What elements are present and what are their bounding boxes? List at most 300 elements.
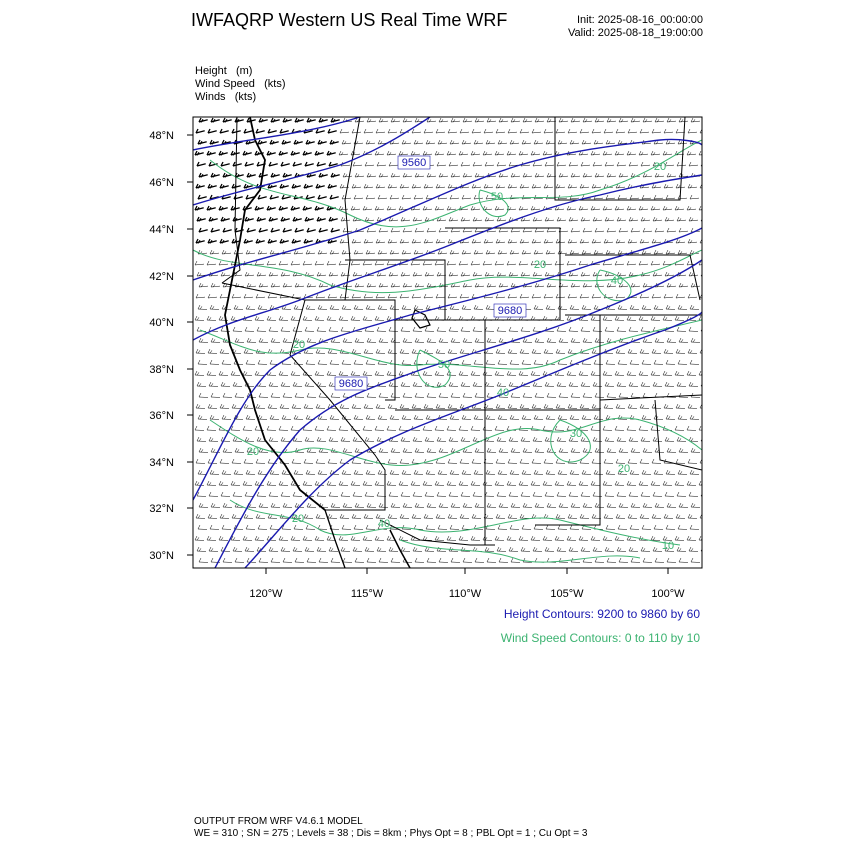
wind-barb bbox=[378, 250, 387, 254]
wind-barb bbox=[569, 382, 578, 386]
wind-barb bbox=[631, 228, 640, 232]
wind-barb bbox=[307, 118, 316, 122]
wind-barb bbox=[559, 173, 568, 177]
wind-barb bbox=[387, 206, 396, 210]
wind-barb bbox=[688, 129, 697, 133]
wind-barb bbox=[663, 371, 672, 375]
wind-barb bbox=[294, 250, 303, 254]
wind-barb bbox=[487, 448, 496, 452]
lat-tick-label: 44°N bbox=[149, 224, 174, 236]
wind-barb bbox=[364, 294, 373, 298]
wind-barb bbox=[435, 261, 444, 265]
wind-barb bbox=[558, 415, 567, 419]
wind-barb bbox=[244, 239, 253, 243]
wind-barb bbox=[245, 162, 254, 166]
wind-barb bbox=[208, 294, 217, 298]
wind-barb bbox=[379, 173, 388, 177]
wind-contour bbox=[400, 540, 640, 562]
wind-barb bbox=[292, 239, 301, 243]
wind-barb bbox=[691, 448, 700, 452]
wind-barb bbox=[702, 140, 711, 144]
wind-barb bbox=[330, 305, 339, 309]
wind-barb bbox=[688, 294, 697, 298]
wind-barb bbox=[210, 525, 219, 529]
wind-barb bbox=[462, 360, 471, 364]
wind-barb bbox=[641, 327, 650, 331]
wind-barb bbox=[604, 514, 613, 518]
wind-label: 20 bbox=[653, 161, 667, 173]
wind-barb bbox=[533, 492, 542, 496]
wind-barb bbox=[666, 305, 675, 309]
wind-barb bbox=[640, 349, 649, 353]
wind-barb bbox=[271, 283, 280, 287]
wind-barb bbox=[402, 250, 411, 254]
wind-barb bbox=[222, 360, 231, 364]
wind-barb bbox=[699, 316, 708, 320]
wind-barb bbox=[436, 404, 445, 408]
wind-barb bbox=[616, 404, 625, 408]
wind-barb bbox=[627, 206, 636, 210]
wind-barb bbox=[351, 371, 360, 375]
wind-barb bbox=[547, 503, 556, 507]
wind-barb bbox=[544, 404, 553, 408]
wind-barb bbox=[424, 294, 433, 298]
wind-barb bbox=[439, 118, 448, 122]
wind-label: 40 bbox=[377, 518, 391, 530]
wind-barb bbox=[258, 360, 267, 364]
wind-barb bbox=[678, 525, 687, 529]
wind-barb bbox=[533, 547, 542, 551]
wind-barb bbox=[255, 206, 264, 210]
wind-barb bbox=[475, 173, 484, 177]
lon-tick-label: 100°W bbox=[651, 588, 685, 600]
wind-barb bbox=[292, 184, 301, 188]
wind-barb bbox=[447, 426, 456, 430]
field-height-name: Height bbox=[195, 65, 227, 77]
wind-barb bbox=[676, 294, 685, 298]
wind-barb bbox=[605, 492, 614, 496]
wind-barb bbox=[403, 448, 412, 452]
wind-barb bbox=[295, 558, 304, 562]
wind-barb bbox=[436, 294, 445, 298]
wind-contour bbox=[210, 418, 702, 466]
wind-barb bbox=[606, 360, 615, 364]
wind-barb bbox=[619, 558, 628, 562]
wind-barb bbox=[619, 173, 628, 177]
wind-barb bbox=[268, 294, 277, 298]
wind-barb bbox=[207, 481, 216, 485]
wind-barb bbox=[474, 305, 483, 309]
wind-barb bbox=[508, 459, 517, 463]
wind-barb bbox=[451, 173, 460, 177]
wind-barb bbox=[340, 239, 349, 243]
wind-barb bbox=[520, 514, 529, 518]
wind-barb bbox=[353, 217, 362, 221]
wind-barb bbox=[366, 305, 375, 309]
wind-barb bbox=[675, 481, 684, 485]
wind-barb bbox=[510, 415, 519, 419]
wind-barb bbox=[487, 338, 496, 342]
wind-barb bbox=[569, 547, 578, 551]
wind-barb bbox=[594, 140, 603, 144]
wind-barb bbox=[510, 250, 519, 254]
wind-barb bbox=[497, 272, 506, 276]
wind-barb bbox=[257, 492, 266, 496]
wind-barb bbox=[355, 503, 364, 507]
wind-barb bbox=[667, 503, 676, 507]
wind-barb bbox=[388, 129, 397, 133]
wind-barb bbox=[355, 173, 364, 177]
wind-barb bbox=[427, 558, 436, 562]
wind-barb bbox=[351, 261, 360, 265]
wind-barb bbox=[508, 349, 517, 353]
wind-barb bbox=[415, 393, 424, 397]
wind-barb bbox=[471, 371, 480, 375]
wind-barb bbox=[451, 228, 460, 232]
wind-barb bbox=[664, 129, 673, 133]
wind-barb bbox=[631, 118, 640, 122]
wind-barb bbox=[351, 481, 360, 485]
wind-barb bbox=[387, 481, 396, 485]
wind-label: 40 bbox=[496, 387, 510, 399]
wind-barb bbox=[510, 360, 519, 364]
wind-barb bbox=[570, 305, 579, 309]
wind-barb bbox=[195, 426, 204, 430]
wind-barb bbox=[605, 547, 614, 551]
wind-barb bbox=[643, 118, 652, 122]
wind-barb bbox=[377, 272, 386, 276]
wind-barb bbox=[306, 305, 315, 309]
wind-barb bbox=[258, 305, 267, 309]
wind-barb bbox=[243, 426, 252, 430]
wind-barb bbox=[391, 173, 400, 177]
wind-barb bbox=[352, 404, 361, 408]
wind-barb bbox=[196, 514, 205, 518]
height-contour bbox=[193, 117, 360, 150]
wind-barb bbox=[655, 118, 664, 122]
wind-barb bbox=[495, 151, 504, 155]
wind-barb bbox=[607, 228, 616, 232]
wind-barb bbox=[664, 349, 673, 353]
wind-barb bbox=[629, 492, 638, 496]
wind-barb bbox=[486, 140, 495, 144]
wind-barb bbox=[651, 481, 660, 485]
wind-label: 30 bbox=[569, 428, 583, 440]
wind-barb bbox=[459, 426, 468, 430]
wind-barb bbox=[691, 558, 700, 562]
wind-barb bbox=[375, 261, 384, 265]
wind-barb bbox=[439, 228, 448, 232]
wind-barb bbox=[522, 250, 531, 254]
wind-barb bbox=[246, 305, 255, 309]
wind-barb bbox=[535, 173, 544, 177]
wind-barb bbox=[531, 481, 540, 485]
wind-barb bbox=[447, 536, 456, 540]
wind-barb bbox=[687, 151, 696, 155]
wind-barb bbox=[689, 162, 698, 166]
wind-barb bbox=[367, 228, 376, 232]
wind-barb bbox=[559, 118, 568, 122]
wind-barb bbox=[295, 118, 304, 122]
wind-barb bbox=[522, 195, 531, 199]
wind-barb bbox=[363, 426, 372, 430]
wind-barb bbox=[354, 470, 363, 474]
wind-barb bbox=[258, 250, 267, 254]
wind-barb bbox=[378, 305, 387, 309]
wind-barb bbox=[268, 239, 277, 243]
wind-barb bbox=[352, 459, 361, 463]
wind-barb bbox=[687, 481, 696, 485]
wind-barb bbox=[220, 184, 229, 188]
wind-barb bbox=[207, 536, 216, 540]
wind-barb bbox=[498, 525, 507, 529]
wind-barb bbox=[315, 151, 324, 155]
wind-barb bbox=[520, 184, 529, 188]
wind-barb bbox=[460, 294, 469, 298]
wind-barb bbox=[641, 547, 650, 551]
wind-barb bbox=[629, 327, 638, 331]
wind-barb bbox=[603, 261, 612, 265]
wind-barb bbox=[258, 525, 267, 529]
wind-barb bbox=[378, 415, 387, 419]
wind-barb bbox=[700, 404, 709, 408]
wind-label: 50 bbox=[437, 359, 451, 371]
wind-barb bbox=[532, 459, 541, 463]
wind-barb bbox=[437, 162, 446, 166]
wind-barb bbox=[508, 129, 517, 133]
wind-barb bbox=[330, 360, 339, 364]
wind-barb bbox=[630, 195, 639, 199]
wind-barb bbox=[642, 470, 651, 474]
wind-barb bbox=[533, 327, 542, 331]
wind-barb bbox=[509, 382, 518, 386]
wind-barb bbox=[317, 217, 326, 221]
wind-barb bbox=[594, 470, 603, 474]
wind-barb bbox=[545, 217, 554, 221]
wind-barb bbox=[255, 316, 264, 320]
wind-barb bbox=[545, 437, 554, 441]
wind-barb bbox=[543, 481, 552, 485]
wind-barb bbox=[198, 360, 207, 364]
map-title: IWFAQRP Western US Real Time WRF bbox=[191, 10, 508, 30]
wind-barb bbox=[679, 118, 688, 122]
wind-barb bbox=[279, 426, 288, 430]
wind-barb bbox=[364, 514, 373, 518]
wind-barb bbox=[655, 338, 664, 342]
wind-barb bbox=[269, 437, 278, 441]
wind-barb bbox=[400, 404, 409, 408]
wind-barb bbox=[377, 547, 386, 551]
wind-barb bbox=[579, 206, 588, 210]
wind-barb bbox=[315, 261, 324, 265]
wind-barb bbox=[628, 514, 637, 518]
wind-barb bbox=[583, 503, 592, 507]
wind-barb bbox=[571, 228, 580, 232]
wind-barb bbox=[462, 140, 471, 144]
wind-barb bbox=[198, 195, 207, 199]
wind-barb bbox=[700, 129, 709, 133]
wind-barb bbox=[641, 217, 650, 221]
wind-barb bbox=[508, 404, 517, 408]
wind-barb bbox=[403, 393, 412, 397]
wind-barb bbox=[197, 382, 206, 386]
wind-barb bbox=[435, 206, 444, 210]
wind-barb bbox=[607, 558, 616, 562]
wind-barb bbox=[316, 294, 325, 298]
wind-barb bbox=[450, 250, 459, 254]
wind-barb bbox=[365, 547, 374, 551]
wind-barb bbox=[271, 338, 280, 342]
wind-barb bbox=[531, 536, 540, 540]
wind-barb bbox=[207, 371, 216, 375]
wind-barb bbox=[583, 283, 592, 287]
wind-barb bbox=[471, 261, 480, 265]
wind-barb bbox=[307, 338, 316, 342]
wind-barb bbox=[474, 140, 483, 144]
wind-barb bbox=[414, 140, 423, 144]
wind-barb bbox=[641, 437, 650, 441]
wind-barb bbox=[496, 404, 505, 408]
wind-barb bbox=[400, 349, 409, 353]
wind-barb bbox=[544, 294, 553, 298]
wind-barb bbox=[523, 118, 532, 122]
wind-barb bbox=[592, 239, 601, 243]
wind-barb bbox=[641, 382, 650, 386]
wind-barb bbox=[351, 316, 360, 320]
wind-barb bbox=[377, 327, 386, 331]
wind-barb bbox=[545, 382, 554, 386]
wind-barb bbox=[375, 371, 384, 375]
wind-barb bbox=[639, 261, 648, 265]
wind-barb bbox=[223, 228, 232, 232]
wind-barb bbox=[522, 470, 531, 474]
wind-barb bbox=[414, 305, 423, 309]
wind-barb bbox=[461, 272, 470, 276]
wind-barb bbox=[580, 514, 589, 518]
wind-barb bbox=[305, 437, 314, 441]
wind-barb bbox=[702, 195, 711, 199]
wind-barb bbox=[342, 525, 351, 529]
wind-barb bbox=[245, 272, 254, 276]
wind-barb bbox=[211, 503, 220, 507]
wind-barb bbox=[676, 349, 685, 353]
wind-barb bbox=[379, 448, 388, 452]
wind-barb bbox=[520, 404, 529, 408]
wind-barb bbox=[232, 514, 241, 518]
height-contour bbox=[215, 260, 702, 568]
wind-barb bbox=[436, 459, 445, 463]
wind-barb bbox=[402, 140, 411, 144]
wind-barb bbox=[295, 393, 304, 397]
wind-barb bbox=[341, 492, 350, 496]
wind-barb bbox=[651, 426, 660, 430]
wind-barb bbox=[316, 514, 325, 518]
wind-barb bbox=[318, 250, 327, 254]
wind-barb bbox=[702, 470, 711, 474]
wind-barb bbox=[315, 371, 324, 375]
wind-barb bbox=[232, 184, 241, 188]
wind-barb bbox=[267, 151, 276, 155]
wind-barb bbox=[199, 393, 208, 397]
wind-barb bbox=[281, 492, 290, 496]
wind-barb bbox=[533, 162, 542, 166]
state-line bbox=[565, 255, 700, 300]
wind-barb bbox=[294, 525, 303, 529]
lon-tick-label: 105°W bbox=[550, 588, 584, 600]
wind-barb bbox=[652, 239, 661, 243]
wind-barb bbox=[486, 305, 495, 309]
wind-barb bbox=[567, 371, 576, 375]
wind-barb bbox=[582, 415, 591, 419]
wind-barb bbox=[436, 184, 445, 188]
wind-barb bbox=[256, 129, 265, 133]
wind-barb bbox=[219, 151, 228, 155]
wind-barb bbox=[352, 349, 361, 353]
wind-barb bbox=[425, 437, 434, 441]
wind-barb bbox=[559, 393, 568, 397]
wind-barb bbox=[545, 547, 554, 551]
wind-barb bbox=[459, 371, 468, 375]
wind-barb bbox=[379, 338, 388, 342]
wind-barb bbox=[651, 316, 660, 320]
wind-barb bbox=[510, 470, 519, 474]
wind-barb bbox=[388, 294, 397, 298]
wind-barb bbox=[460, 459, 469, 463]
wind-barb bbox=[439, 338, 448, 342]
wind-barb bbox=[306, 470, 315, 474]
wind-barb bbox=[281, 547, 290, 551]
wind-barb bbox=[450, 415, 459, 419]
wind-barb bbox=[341, 437, 350, 441]
wind-barb bbox=[687, 206, 696, 210]
wind-barb bbox=[580, 239, 589, 243]
wind-barb bbox=[663, 316, 672, 320]
wind-barb bbox=[291, 206, 300, 210]
wind-barb bbox=[197, 437, 206, 441]
wind-barb bbox=[629, 547, 638, 551]
wind-barb bbox=[499, 118, 508, 122]
wind-barb bbox=[499, 448, 508, 452]
wind-barb bbox=[655, 173, 664, 177]
wind-label: 10 bbox=[661, 540, 675, 552]
wind-barb bbox=[531, 151, 540, 155]
wind-barb bbox=[581, 492, 590, 496]
wind-barb bbox=[606, 195, 615, 199]
lat-tick-label: 38°N bbox=[149, 364, 174, 376]
wind-barb bbox=[435, 151, 444, 155]
wind-barb bbox=[615, 151, 624, 155]
wind-barb bbox=[654, 470, 663, 474]
wind-barb bbox=[352, 129, 361, 133]
wind-barb bbox=[463, 118, 472, 122]
wind-barb bbox=[304, 514, 313, 518]
wind-label: 20 bbox=[291, 513, 305, 525]
wind-barb bbox=[655, 558, 664, 562]
wind-barb bbox=[702, 250, 711, 254]
wind-barb bbox=[535, 228, 544, 232]
wind-barb bbox=[483, 481, 492, 485]
wind-barb bbox=[703, 558, 712, 562]
wind-barb bbox=[569, 272, 578, 276]
wind-barb bbox=[366, 250, 375, 254]
wind-barb bbox=[268, 129, 277, 133]
wind-barb bbox=[232, 404, 241, 408]
wind-barb bbox=[426, 415, 435, 419]
wind-barb bbox=[664, 184, 673, 188]
wind-barb bbox=[247, 228, 256, 232]
wind-barb bbox=[699, 536, 708, 540]
wind-barb bbox=[544, 349, 553, 353]
